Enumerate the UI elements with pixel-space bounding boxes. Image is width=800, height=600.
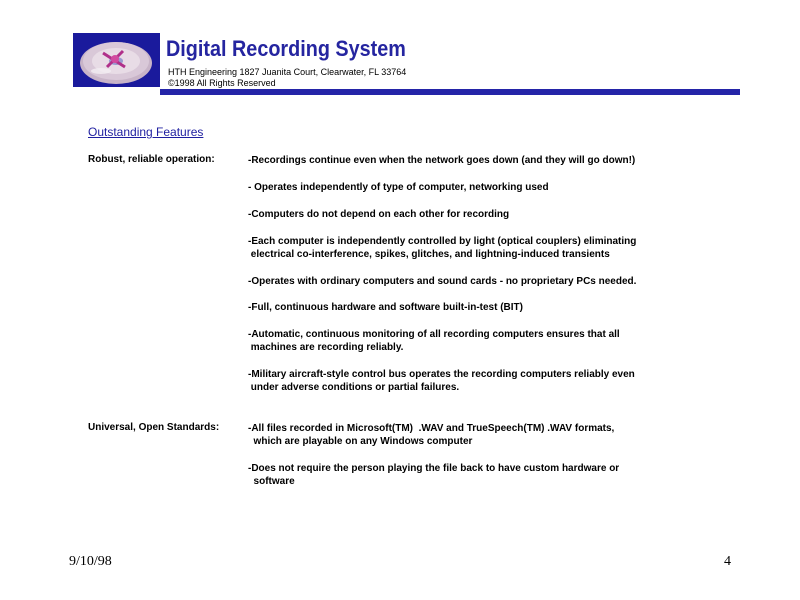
company-address: HTH Engineering 1827 Juanita Court, Clearwater, FL 33764 [168, 67, 407, 77]
footer-date: 9/10/98 [69, 554, 112, 569]
feature-item: - Operates independently of type of computer, networking used [248, 182, 549, 193]
feature-item: -Recordings continue even when the network goes down (and they will go down!) [248, 155, 636, 166]
feature-item: -Does not require the person playing the file back to have custom hardware or software [248, 463, 620, 487]
feature-item: -Military aircraft-style control bus operates the recording computers reliably even under adverse conditions or partial failures. [248, 369, 635, 393]
feature-item: -Automatic, continuous monitoring of all recording computers ensures that all machines are recording reliably. [248, 329, 620, 353]
feature-item: -Operates with ordinary computers and sound cards - no proprietary PCs needed. [248, 276, 637, 287]
feature-item: -All files recorded in Microsoft(TM) .WAV and TrueSpeech(TM) .WAV formats, which are playable on any Windows computer [248, 423, 615, 447]
group-label-robust: Robust, reliable operation: [88, 154, 215, 165]
section-title: Outstanding Features [88, 125, 204, 139]
feature-item: -Computers do not depend on each other for recording [248, 209, 510, 220]
page-number: 4 [724, 554, 731, 569]
feature-item: -Each computer is independently controlled by light (optical couplers) eliminating electrical co-interference, spikes, glitches, and lightning-induced transients [248, 236, 637, 260]
header-rule [160, 89, 740, 95]
cd-disc-logo [73, 33, 160, 87]
feature-item: -Full, continuous hardware and software built-in-test (BIT) [248, 302, 523, 313]
group-label-open-standards: Universal, Open Standards: [88, 422, 220, 433]
page-title: Digital Recording System [166, 36, 406, 61]
copyright-notice: ©1998 All Rights Reserved [168, 78, 276, 88]
